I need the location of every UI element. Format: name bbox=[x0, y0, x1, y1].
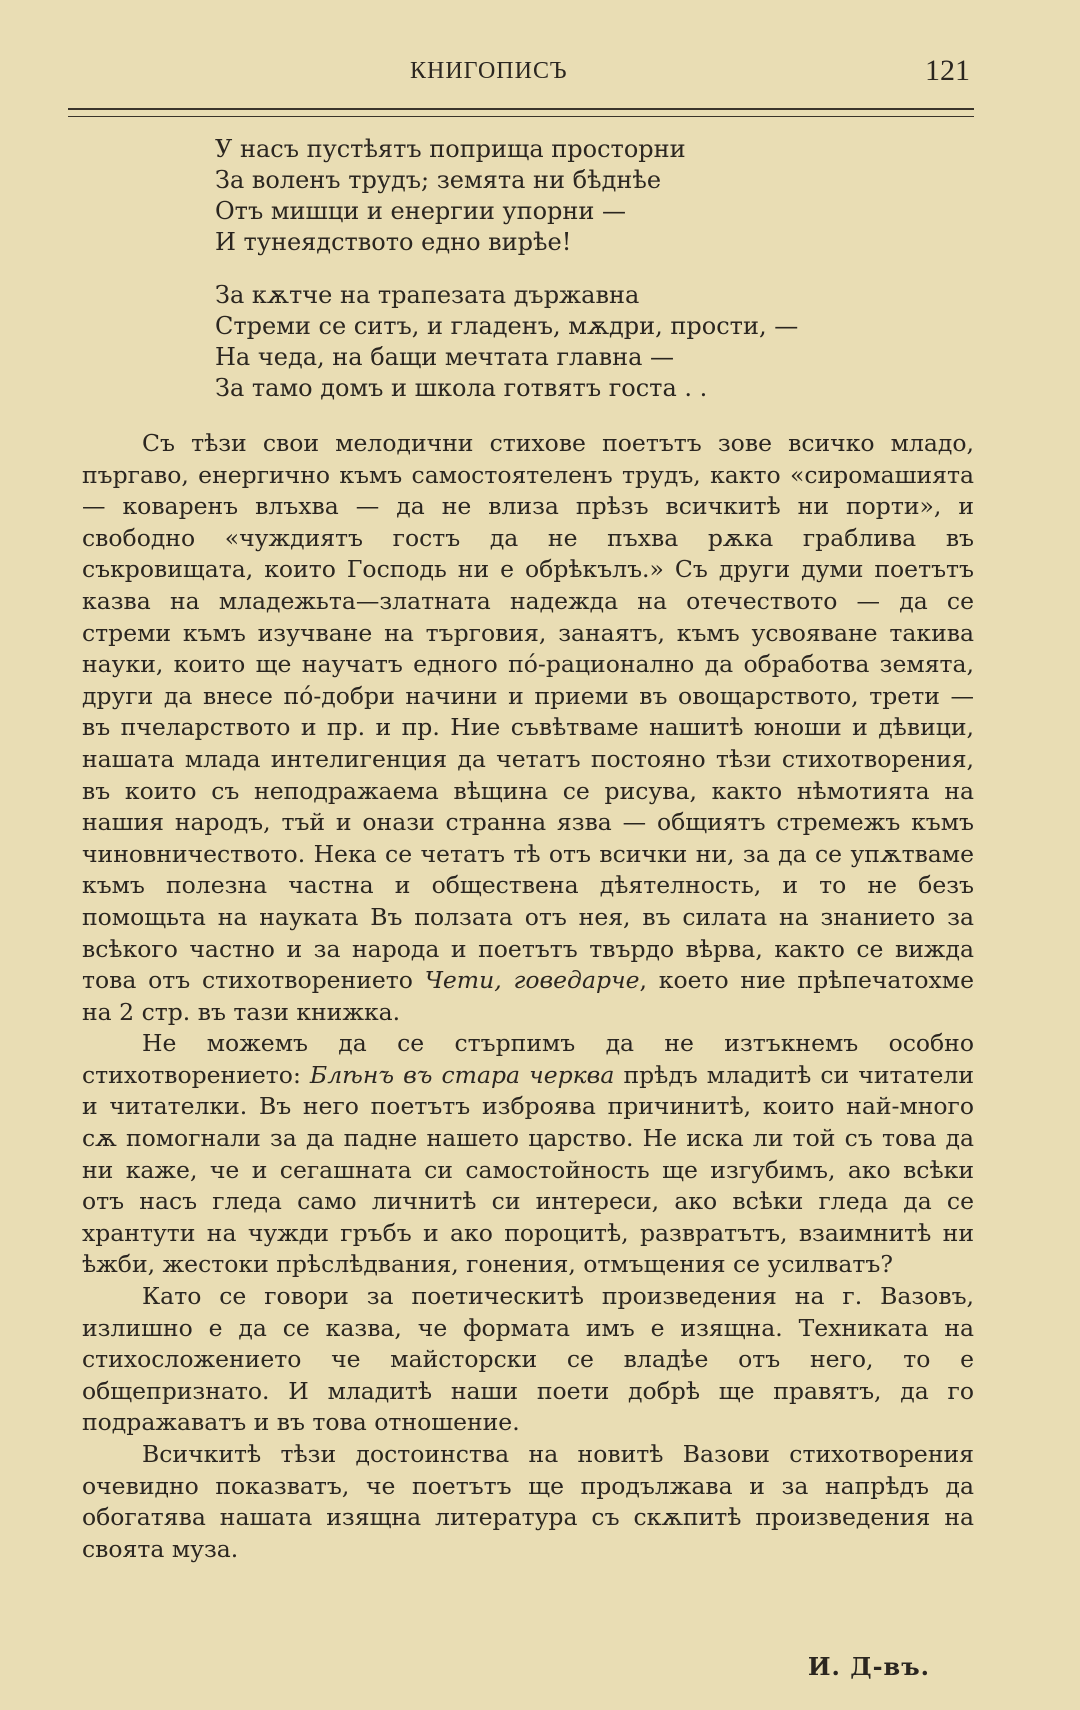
paragraph-text: прѣдъ младитѣ си читатели и читателки. Въ него поетътъ изброява причинитѣ, които най-много сѫ помогнали за да падне нашето царство. Не иска ли той съ това да ни каже, че и сегашната си самостойность ще изгубимъ, ако всѣки отъ насъ гледа само личнитѣ си интереси, ако всѣки гледа да се хрантути на чужди гръбъ и ако пороцитѣ, развратътъ, взаимнитѣ ни ѣжби, жестоки прѣслѣдвания, гонения, отмъщения се усилватъ? bbox=[82, 1060, 974, 1279]
review-body bbox=[82, 428, 974, 1565]
paragraph-3: Като се говори за поетическитѣ произведения на г. Вазовъ, излишно е да се казва, че формата имъ е изящна. Техниката на стихосложението че майсторски се владѣе отъ него, то е общепризнато. И младитѣ наши поети добрѣ ще правятъ, да го подражаватъ и въ това отношение. bbox=[82, 1282, 974, 1437]
page-number: 121 bbox=[925, 54, 970, 87]
poem-line: У насъ пустѣятъ поприща просторни bbox=[215, 135, 686, 163]
poem-line: Отъ мишци и енергии упорни — bbox=[215, 197, 627, 225]
poem-line: И тунеядството едно вирѣе! bbox=[215, 228, 572, 256]
poem-line: За тамо домъ и школа готвятъ госта . . bbox=[215, 374, 708, 402]
poem-stanza-1 bbox=[215, 134, 686, 258]
poem-line: Стреми се ситъ, и гладенъ, мѫдри, прости, — bbox=[215, 312, 799, 340]
running-title: КНИГОПИСЪ bbox=[410, 58, 568, 84]
poem-line: На чеда, на бащи мечтата главна — bbox=[215, 343, 675, 371]
header-rule bbox=[68, 108, 974, 117]
page-header bbox=[70, 54, 970, 98]
paragraph-2 bbox=[82, 1028, 974, 1281]
poem-title-reference: Блѣнъ въ стара черква bbox=[309, 1060, 615, 1089]
paragraph-4: Всичкитѣ тѣзи достоинства на новитѣ Вазови стихотворения очевидно показватъ, че поетътъ ще продължава и за напрѣдъ да обогатява нашата изящна литература съ скѫпитѣ произведения на своята муза. bbox=[82, 1440, 974, 1563]
paragraph-text: Съ тѣзи свои мелодични стихове поетътъ зове всичко младо, пъргаво, енергично къмъ самостоятеленъ трудъ, както «сиромашията — коваренъ влъхва — да не влиза прѣзъ всичкитѣ ни порти», и свободно «чуждиятъ гостъ да не пъхва рѫка граблива въ съкровищата, които Господь ни е обрѣкълъ.» Съ други думи поетътъ казва на младежьта—златната надежда на отечеството — да се стреми къмъ изучване на търговия, занаятъ, къмъ усвояване такива науки, които ще научатъ едного пó-рационално да обработва земята, други да внесе пó-добри начини и приеми въ овощарството, трети — въ пчеларството и пр. и пр. Ние съвѣтваме нашитѣ юноши и дѣвици, нашата млада интелигенция да четатъ постояно тѣзи стихотворения, въ които съ неподражаема вѣщина се рисува, както нѣмотията на нашия народъ, тъй и онази странна язва — общиятъ стремежъ къмъ чиновничеството. Нека се четатъ тѣ отъ всички ни, за да се упѫтваме къмъ полезна частна и обществена дѣятелность, и то не безъ помощьта на науката Въ ползата отъ нея, въ силата на знанието за всѣкого частно и за народа и поетътъ твърдо вѣрва, както се вижда това отъ стихотворението bbox=[82, 429, 974, 995]
poem-line: За кѫтче на трапезата държавна bbox=[215, 281, 640, 309]
paragraph-1 bbox=[82, 428, 974, 1028]
paragraph-text: Не можемъ да се стърпимъ да не изтъкнемъ особно стихотворението: bbox=[82, 1029, 974, 1089]
paragraph-text: , което ние прѣпечатохме на 2 стр. въ тази книжка. bbox=[82, 966, 974, 1026]
poem-title-reference: Чети, говедарче bbox=[424, 966, 640, 995]
author-signature: И. Д-въ. bbox=[807, 1652, 930, 1681]
poem-line: За воленъ трудъ; земята ни бѣднѣе bbox=[215, 166, 662, 194]
poem-stanza-2 bbox=[215, 280, 798, 404]
